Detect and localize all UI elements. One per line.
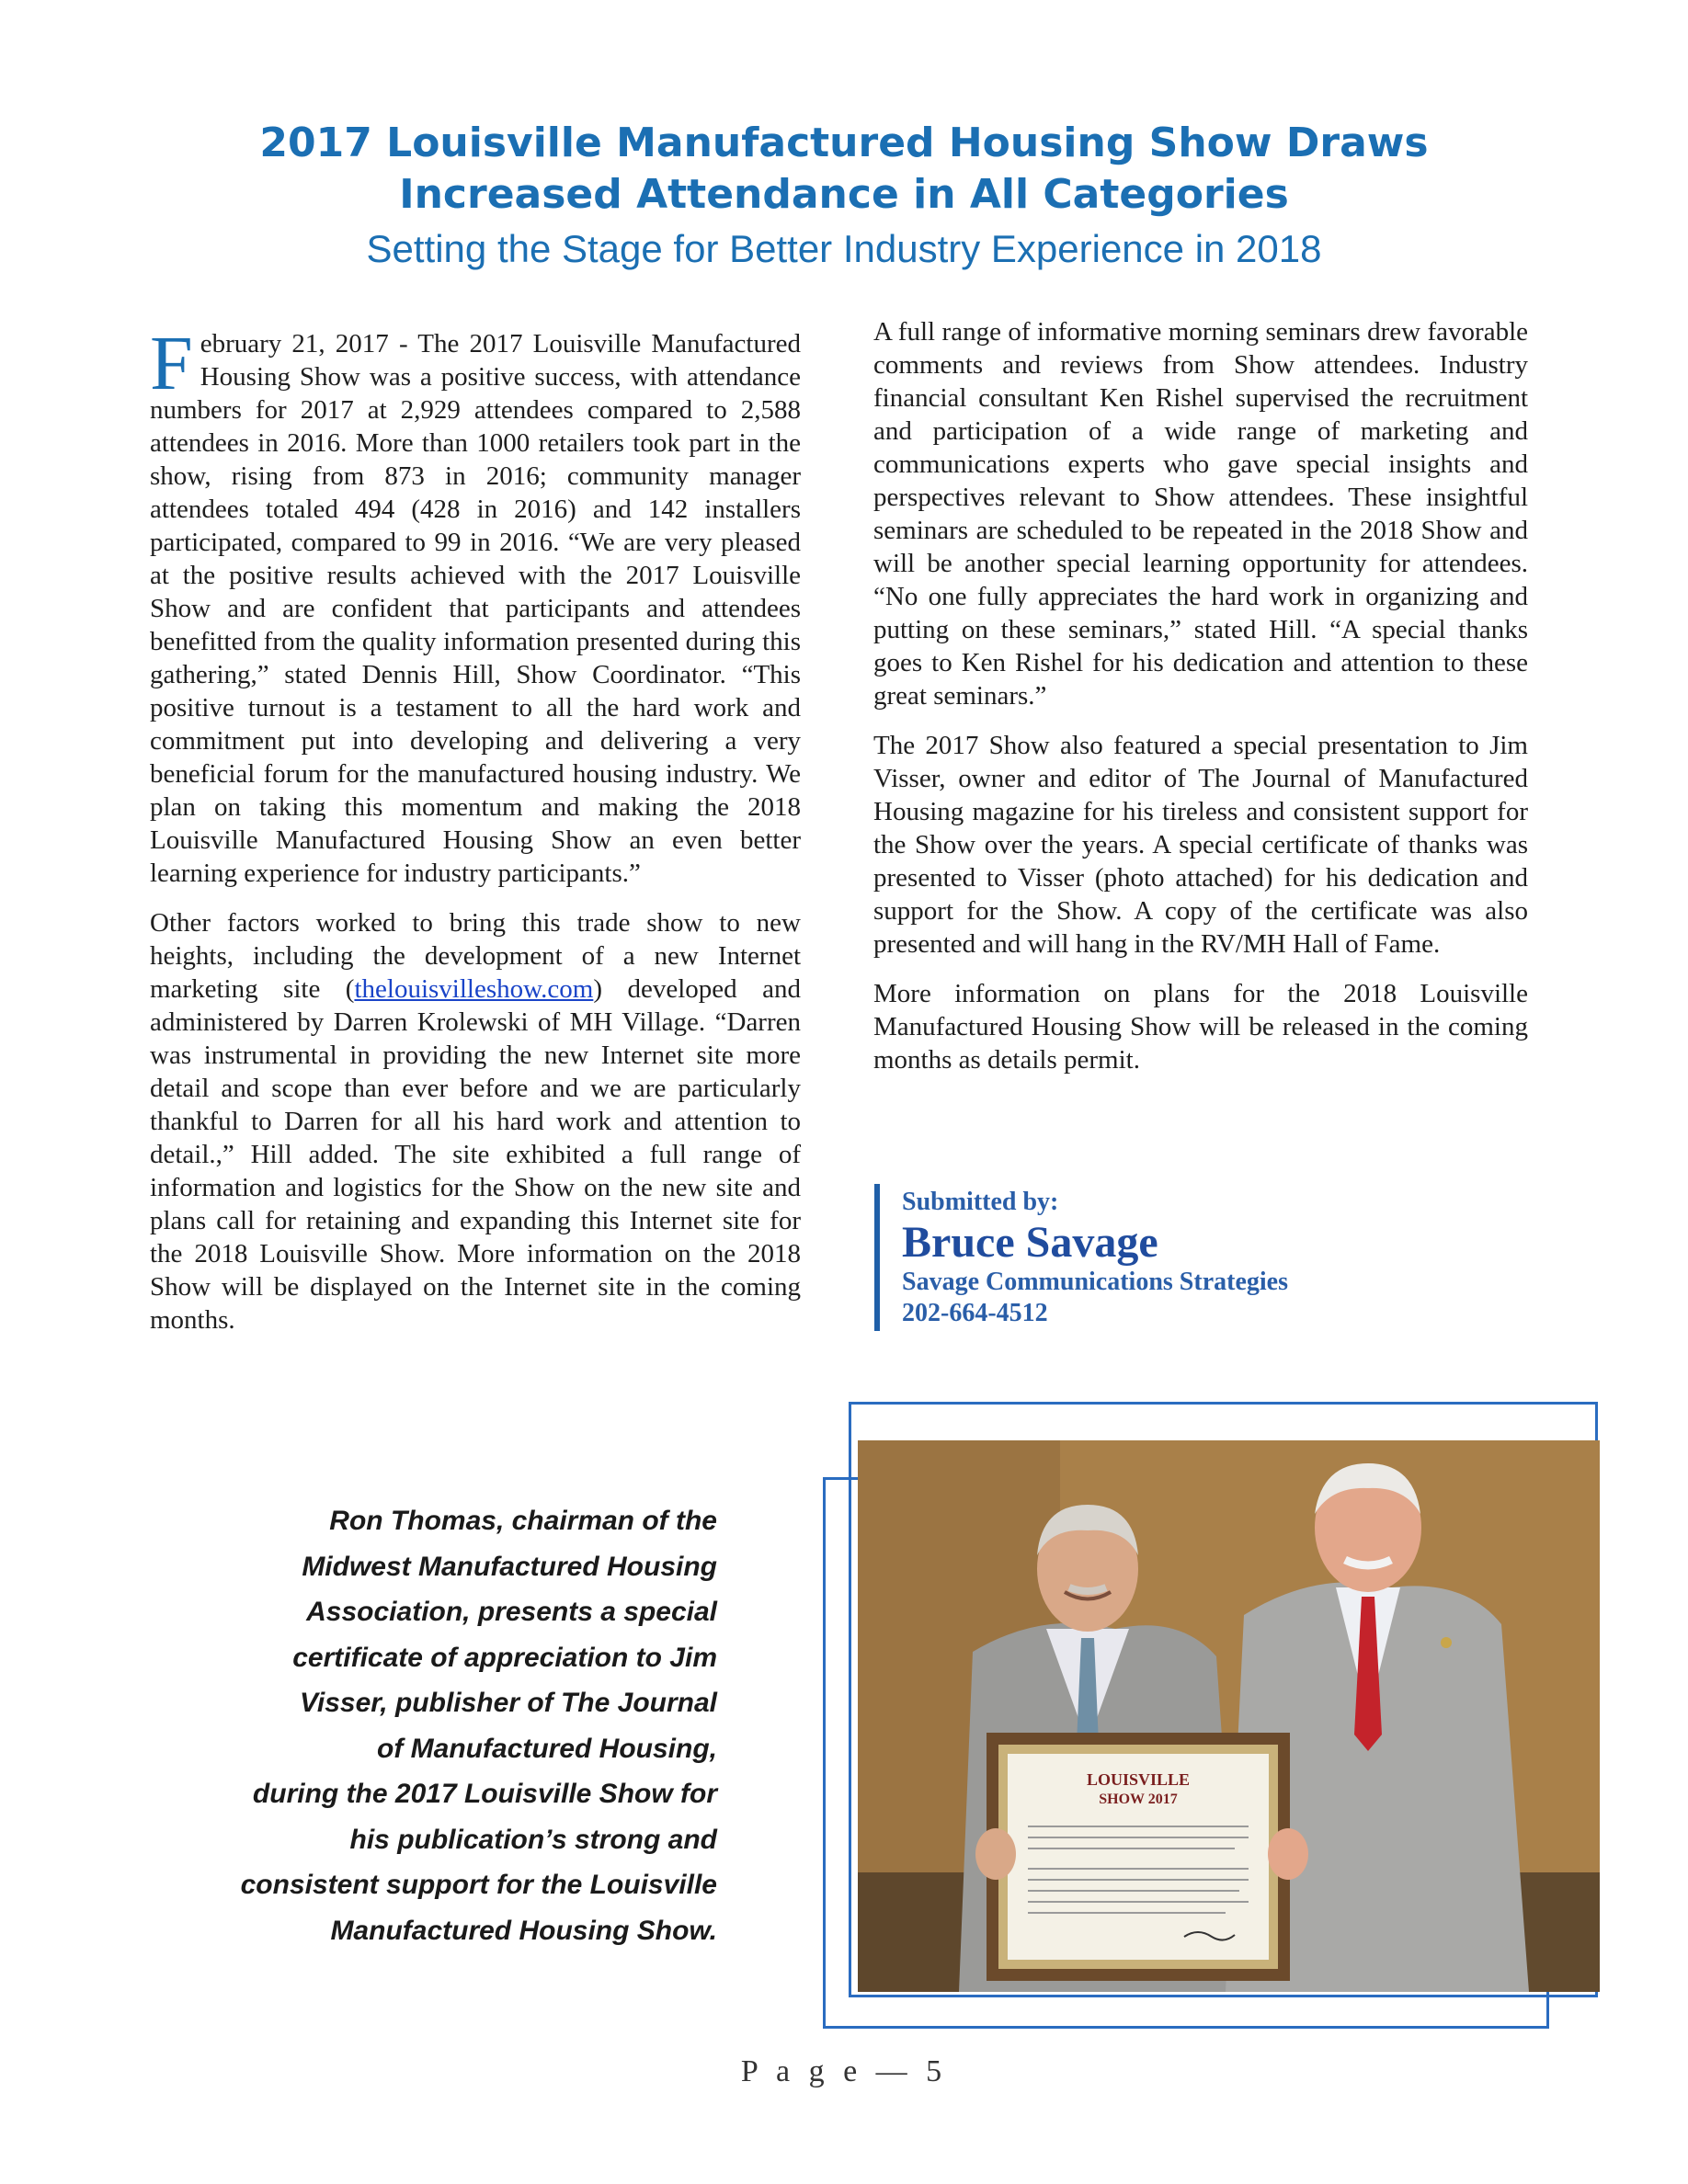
caption-line: Midwest Manufactured Housing xyxy=(302,1551,717,1582)
paragraph-website-before: Other factors worked to bring this trade show to new heights, including the development of a new Internet marketing site ( xyxy=(150,908,801,1004)
certificate-logo-line2: SHOW 2017 xyxy=(1099,1792,1178,1807)
paragraph-more-info: More information on plans for the 2018 Louisville Manufactured Housing Show will be released in the coming months as details permit. xyxy=(873,979,1528,1075)
paragraph-visser: The 2017 Show also featured a special presentation to Jim Visser, owner and editor of The Journal of Manufactured Housing magazine for his tireless and consistent support for the Show over the years. A special certificate of thanks was presented to Visser (photo attached) for his dedication and support for the Show. A copy of the certificate was also presented and will hang in the RV/MH Hall of Fame. xyxy=(873,731,1528,959)
article-title-line2: Increased Attendance in All Categories xyxy=(399,171,1289,218)
left-hand xyxy=(975,1828,1016,1880)
caption-line: Association, presents a special xyxy=(306,1597,717,1627)
drop-cap: F xyxy=(150,321,193,406)
article-title-line1: 2017 Louisville Manufactured Housing Show Draws xyxy=(259,119,1429,166)
caption-line: during the 2017 Louisville Show for xyxy=(252,1779,717,1809)
right-column xyxy=(873,315,1528,1093)
paragraph-seminars: A full range of informative morning seminars drew favorable comments and reviews from Show attendees. Industry financial consultant Ken Rishel supervised the recruitment and participation of a wide range of marketing and communications experts who gave special insights and perspectives relevant to Show attendees. These insightful seminars are scheduled to be repeated in the 2018 Show and will be another special learning opportunity for attendees. “No one fully appreciates the hard work in organizing and putting on these seminars,” stated Hill. “A special thanks goes to Ken Rishel for his dedication and attention to these great seminars.” xyxy=(873,317,1528,711)
author-name: Bruce Savage xyxy=(902,1218,1158,1267)
caption-line: certificate of appreciation to Jim xyxy=(292,1642,717,1673)
submitted-by-label: Submitted by: xyxy=(902,1188,1059,1216)
caption-line: of Manufactured Housing, xyxy=(377,1733,717,1764)
certificate-logo-line1: LOUISVILLE xyxy=(1086,1770,1191,1789)
caption-line: Ron Thomas, chairman of the xyxy=(329,1506,717,1536)
paragraph-website-after: ) developed and administered by Darren Krolewski of MH Village. “Darren was instrumental in providing the new Internet site more detail and scope than ever before and we are particularly thankful to Darren for all his hard work and attention to detail.,” Hill added. The site exhibited a full range of information and logistics for the Show on the new site and plans call for retaining and expanding this Internet site for the 2018 Louisville Show. More information on the 2018 Show will be displayed on the Internet site in the coming months. xyxy=(150,974,801,1335)
author-phone: 202-664-4512 xyxy=(902,1299,1048,1327)
paragraph-intro xyxy=(150,321,801,890)
paragraph-intro-text: ebruary 21, 2017 - The 2017 Louisville Manufactured Housing Show was a positive success, with attendance numbers for 2017 at 2,929 attendees compared to 2,588 attendees in 2016. More than 1000 retailers took part in the show, rising from 873 in 2016; community manager attendees totaled 494 (428 in 2016) and 142 installers participated, compared to 99 in 2016. “We are very pleased at the positive results achieved with the 2017 Louisville Show and are confident that participants and attendees benefitted from the quality information presented during this gathering,” stated Dennis Hill, Show Coordinator. “This positive turnout is a testament to all the hard work and commitment put into developing and delivering a very beneficial forum for the manufactured housing industry. We plan on taking this momentum and making the 2018 Louisville Manufactured Housing Show an even better learning experience for industry participants.” xyxy=(150,329,801,888)
caption-line: Visser, publisher of The Journal xyxy=(300,1688,717,1718)
caption-line: Manufactured Housing Show. xyxy=(330,1915,717,1946)
photo-caption xyxy=(202,1498,717,1953)
author-organization: Savage Communications Strategies xyxy=(902,1268,1288,1296)
article-subtitle: Setting the Stage for Better Industry Experience in 2018 xyxy=(366,227,1322,270)
award-photo-illustration xyxy=(858,1440,1600,1992)
website-link[interactable]: thelouisvilleshow.com xyxy=(354,974,594,1004)
award-photo xyxy=(858,1440,1600,1992)
paragraph-website xyxy=(150,906,801,1337)
submitted-by-block xyxy=(874,1184,1334,1331)
caption-line: consistent support for the Louisville xyxy=(240,1870,717,1900)
left-column xyxy=(150,321,801,1353)
page-number: P a g e — 5 xyxy=(740,2054,948,2088)
right-hand xyxy=(1268,1828,1308,1880)
certificate-frame xyxy=(987,1733,1290,1981)
caption-line: his publication’s strong and xyxy=(349,1824,717,1855)
